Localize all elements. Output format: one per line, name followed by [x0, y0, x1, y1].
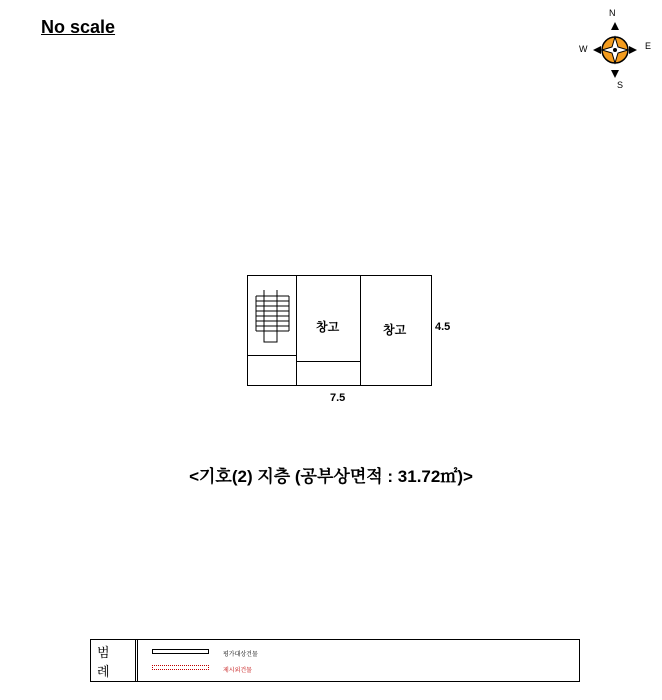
compass-east-label: E	[645, 41, 652, 51]
legend-label-excluded: 제시외건물	[223, 668, 252, 674]
plan-caption: <기호(2) 지층 (공부상면적 : 31.72㎡)>	[189, 467, 473, 486]
legend-swatch-target	[152, 649, 209, 654]
stairs-icon	[256, 290, 289, 342]
compass-south-label: S	[617, 80, 624, 90]
legend-label-target: 평가대상건물	[223, 652, 258, 658]
legend-box	[90, 639, 580, 682]
room-label-middle: 창고	[316, 320, 340, 334]
depth-dimension: 4.5	[435, 321, 451, 333]
legend-swatch-excluded	[152, 665, 209, 670]
scale-note: No scale	[41, 17, 116, 37]
legend-title: 범 례	[91, 640, 138, 681]
compass-west-label: W	[579, 44, 588, 54]
room-label-right: 창고	[383, 323, 407, 337]
width-dimension: 7.5	[330, 392, 346, 404]
compass-north-label: N	[609, 8, 616, 18]
